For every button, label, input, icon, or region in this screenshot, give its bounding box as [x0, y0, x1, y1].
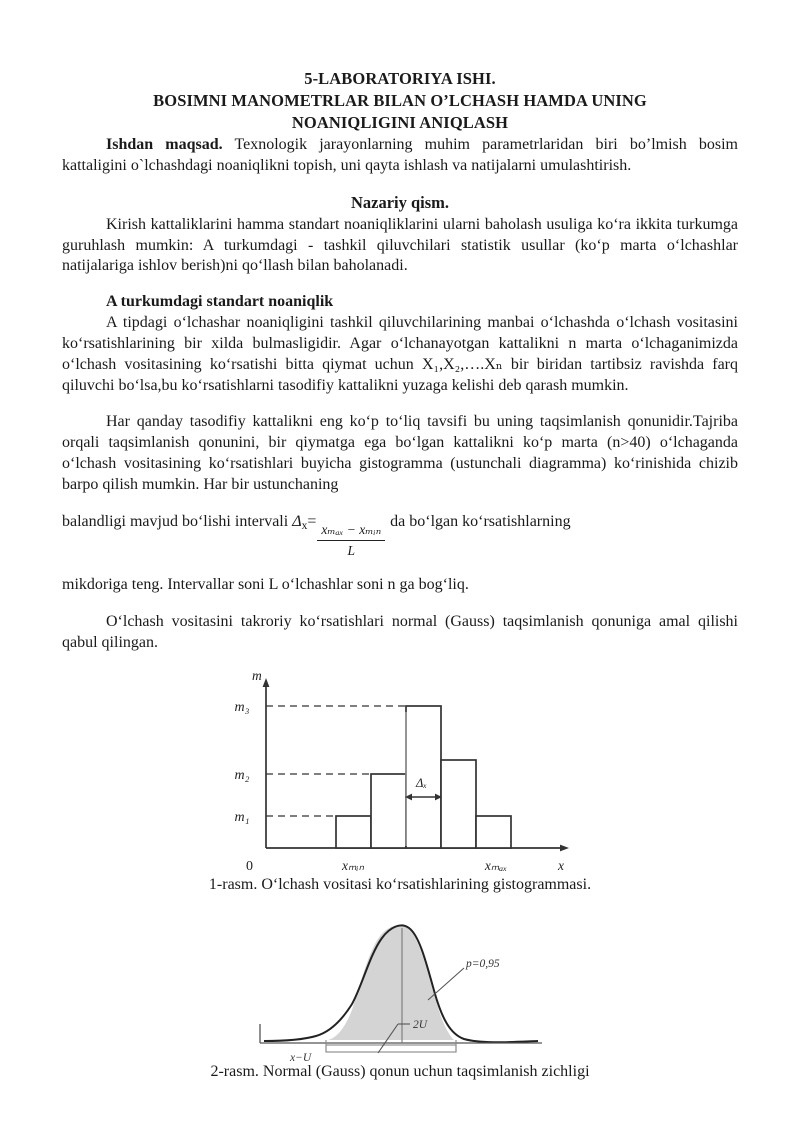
paragraph-2 — [62, 313, 738, 396]
paragraph-1: Kirish kattaliklarini hamma standart noaniqliklarini ularni baholash usuliga ko‘ra ikkita turkumga guruhlash mumkin: A turkumdagi - tashkil qiluvchilari statistik usullar (ko‘p marta o‘lchashlar natijalariga ishlov berish)ni qo‘llash bilan baholanadi. — [62, 215, 738, 275]
figure-2-gaussian — [62, 912, 738, 1062]
formula-delta-subscript: x — [301, 519, 308, 532]
gaussian-2u-label: 2U — [413, 1018, 428, 1031]
title-line-1: 5-LABORATORIYA ISHI. — [304, 69, 496, 88]
figure-2-caption: 2-rasm. Normal (Gauss) qonun uchun taqsimlanish zichligi — [210, 1062, 590, 1080]
paragraph-5: mikdoriga teng. Intervallar soni L o‘lchashlar soni n ga bog‘liq. — [62, 576, 469, 594]
gaussian-p-leader — [428, 968, 464, 1000]
formula-equals: = — [307, 512, 317, 530]
histogram-xtick-xmax: xₘₐₓ — [484, 857, 508, 873]
histogram-bar-4 — [441, 760, 476, 848]
histogram-svg — [220, 670, 580, 875]
histogram-origin-label: 0 — [246, 858, 253, 874]
formula-lhs — [292, 513, 316, 530]
purpose-label: Ishdan maqsad. — [106, 136, 223, 154]
gaussian-svg — [250, 912, 550, 1062]
paragraph-4-with-formula — [62, 512, 738, 559]
purpose-text: Texnologik jarayonlarning muhim parametrlaridan biri bo’lmish bosim kattaligini o`lchashdagi noaniqlikni topish, uni qayta ishlash va natijalarni umulashtirish. — [62, 136, 738, 175]
title-line-2: BOSIMNI MANOMETRLAR BILAN O’LCHASH HAMDA UNING — [153, 90, 647, 110]
histogram-delta-label: Δₓ — [416, 775, 427, 790]
histogram-x-axis-label: x — [558, 857, 564, 873]
paragraph-3: Har qanday tasodifiy kattalikni eng ko‘p to‘liq tavsifi bu uning taqsimlanish qonunidir.Tajriba orqali taqsimlanish qonunini, bir qiymatga ega bo‘lgan kattalikni ko‘p marta (n>40) o‘lchaganda o‘lchash vositasining ko‘rsatishlari buyicha gistogramma (ustunchali diagramma) ko‘rinishida chizib barpo qilish mumkin. Har bir ustunchaning — [62, 413, 738, 493]
gaussian-shaded-region — [328, 925, 454, 1040]
formula-fraction — [317, 521, 385, 559]
formula-delta-symbol: Δ — [292, 512, 302, 530]
formula-numerator: xₘₐₓ − xₘᵢₙ — [317, 521, 385, 541]
paragraph-2-part-2: bir biridan tartibsiz ravishda farq qiluvchi bo‘lsa,bu ko‘rsatishlarni tasodifiy kattalikni yuzaga kelishi deb qarash mumkin. — [62, 355, 739, 394]
histogram-bar-1 — [336, 816, 371, 848]
histogram-bar-5 — [476, 816, 511, 848]
histogram-bar-2 — [371, 774, 406, 848]
paragraph-6: O‘lchash vositasini takroriy ko‘rsatishlari normal (Gauss) taqsimlanish qonuniga amal qilishi qabul qilingan. — [62, 612, 738, 651]
formula-denominator: L — [347, 542, 356, 558]
gaussian-interval-bar — [326, 1045, 456, 1052]
title-line-3: NOANIQLIGINI ANIQLASH — [291, 112, 509, 132]
variable-list: X₁,X₂,….Xₙ — [421, 355, 503, 373]
histogram-y-axis-label: m — [252, 669, 262, 683]
figure-1-histogram — [62, 670, 738, 875]
histogram-y-arrow-icon — [263, 678, 270, 687]
section-heading-theory: Nazariy qism. — [350, 192, 450, 212]
histogram-ytick-m2: m₂ — [234, 767, 250, 783]
subheading-class-a: A turkumdagi standart noaniqlik — [106, 293, 334, 311]
figure-1-caption: 1-rasm. O‘lchash vositasi ko‘rsatishlarining gistogrammasi. — [208, 875, 592, 893]
paragraph-2-part-1: A tipdagi o‘lchashar noaniqligini tashkil qiluvchilarining manbai o‘lchashda o‘lchash vositasini ko‘rsatishlarining bir xilda bulmasligidir. Agar o‘lchanayotgan kattalikni n marta o‘lchaganimizda o‘lchash vositasining ko‘rsatishi bitta qiymat uchun — [62, 314, 738, 373]
document-title — [62, 68, 738, 133]
purpose-paragraph — [62, 135, 738, 177]
gaussian-lower-bound-label: x−U — [290, 1051, 312, 1062]
histogram-x-arrow-icon — [560, 844, 569, 851]
formula-lead-text: balandligi mavjud bo‘lishi intervali — [62, 512, 293, 530]
histogram-ytick-m1: m₁ — [234, 809, 250, 825]
formula-trail-text: da bo‘lgan ko‘rsatishlarning — [386, 512, 571, 530]
histogram-ytick-m3: m₃ — [234, 699, 250, 715]
histogram-xtick-xmin: xₘᵢₙ — [342, 857, 364, 873]
gaussian-p-label: p=0,95 — [466, 957, 500, 970]
document-body — [62, 68, 738, 1081]
